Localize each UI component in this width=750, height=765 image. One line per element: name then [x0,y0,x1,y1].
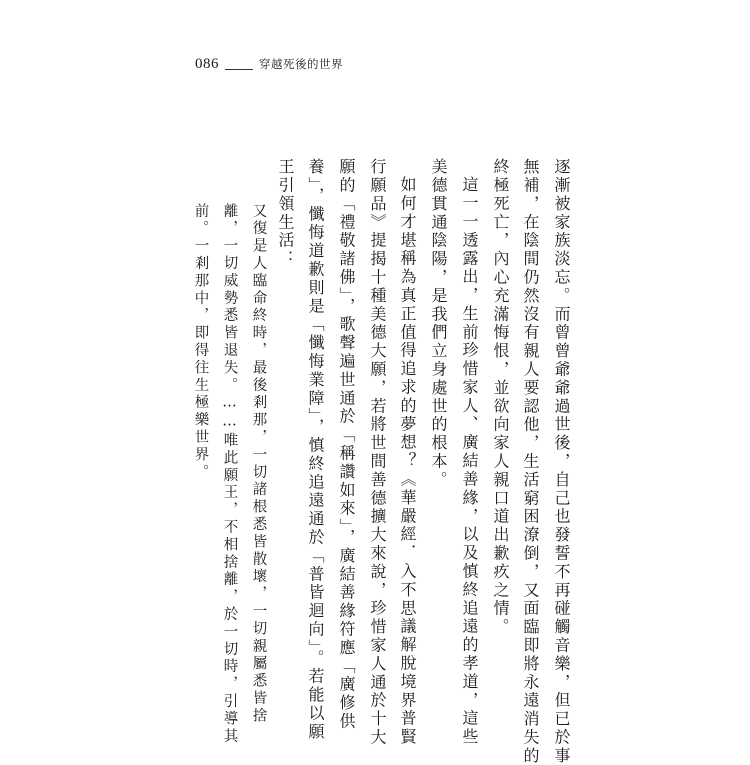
text-column: 這一一透露出，生前珍惜家人、廣結善緣，以及慎終追遠的孝道，這些 [460,176,479,747]
quote-column: 前。一剎那中，即得往生極樂世界。 [192,203,209,482]
text-column: 王引領生活： [276,158,295,269]
text-column: 行願品》提揭十種美德大願，若將世間善德擴大來說，珍惜家人通於十大 [368,158,387,747]
quote-column: 離，一切威勢悉皆退失。……唯此願王，不相捨離，於一切時，引導其 [221,203,238,746]
text-column: 無補，在陰間仍然沒有親人要認他，生活窮困潦倒，又面臨即將永遠消失的 [521,158,540,765]
text-column: 美德貫通陰陽，是我們立身處世的根本。 [429,158,448,490]
text-column: 終極死亡，內心充滿悔恨，並欲向家人親口道出歉疚之情。 [491,158,510,637]
page-number: 086 [195,55,219,72]
text-column: 願的「禮敬諸佛」，歌聲遍世通於「稱讚如來」，廣結善緣符應「廣修供 [337,158,356,731]
text-column: 逐漸被家族淡忘。而曾曾爺爺過世後，自己也發誓不再碰觸音樂，但已於事 [552,158,571,765]
book-title: 穿越死後的世界 [259,57,343,71]
quote-column: 又復是人臨命終時，最後剎那，一切諸根悉皆散壞，一切親屬悉皆捨 [250,203,267,725]
text-column: 如何才堪稱為真正值得追求的夢想？《華嚴經．入不思議解脫境界普賢 [398,176,417,747]
text-column: 養」，懺悔道歉則是「懺悔業障」，慎終追遠通於「普皆迴向」。若能以願 [306,158,325,742]
page-header [195,54,343,74]
header-rule [225,69,253,70]
